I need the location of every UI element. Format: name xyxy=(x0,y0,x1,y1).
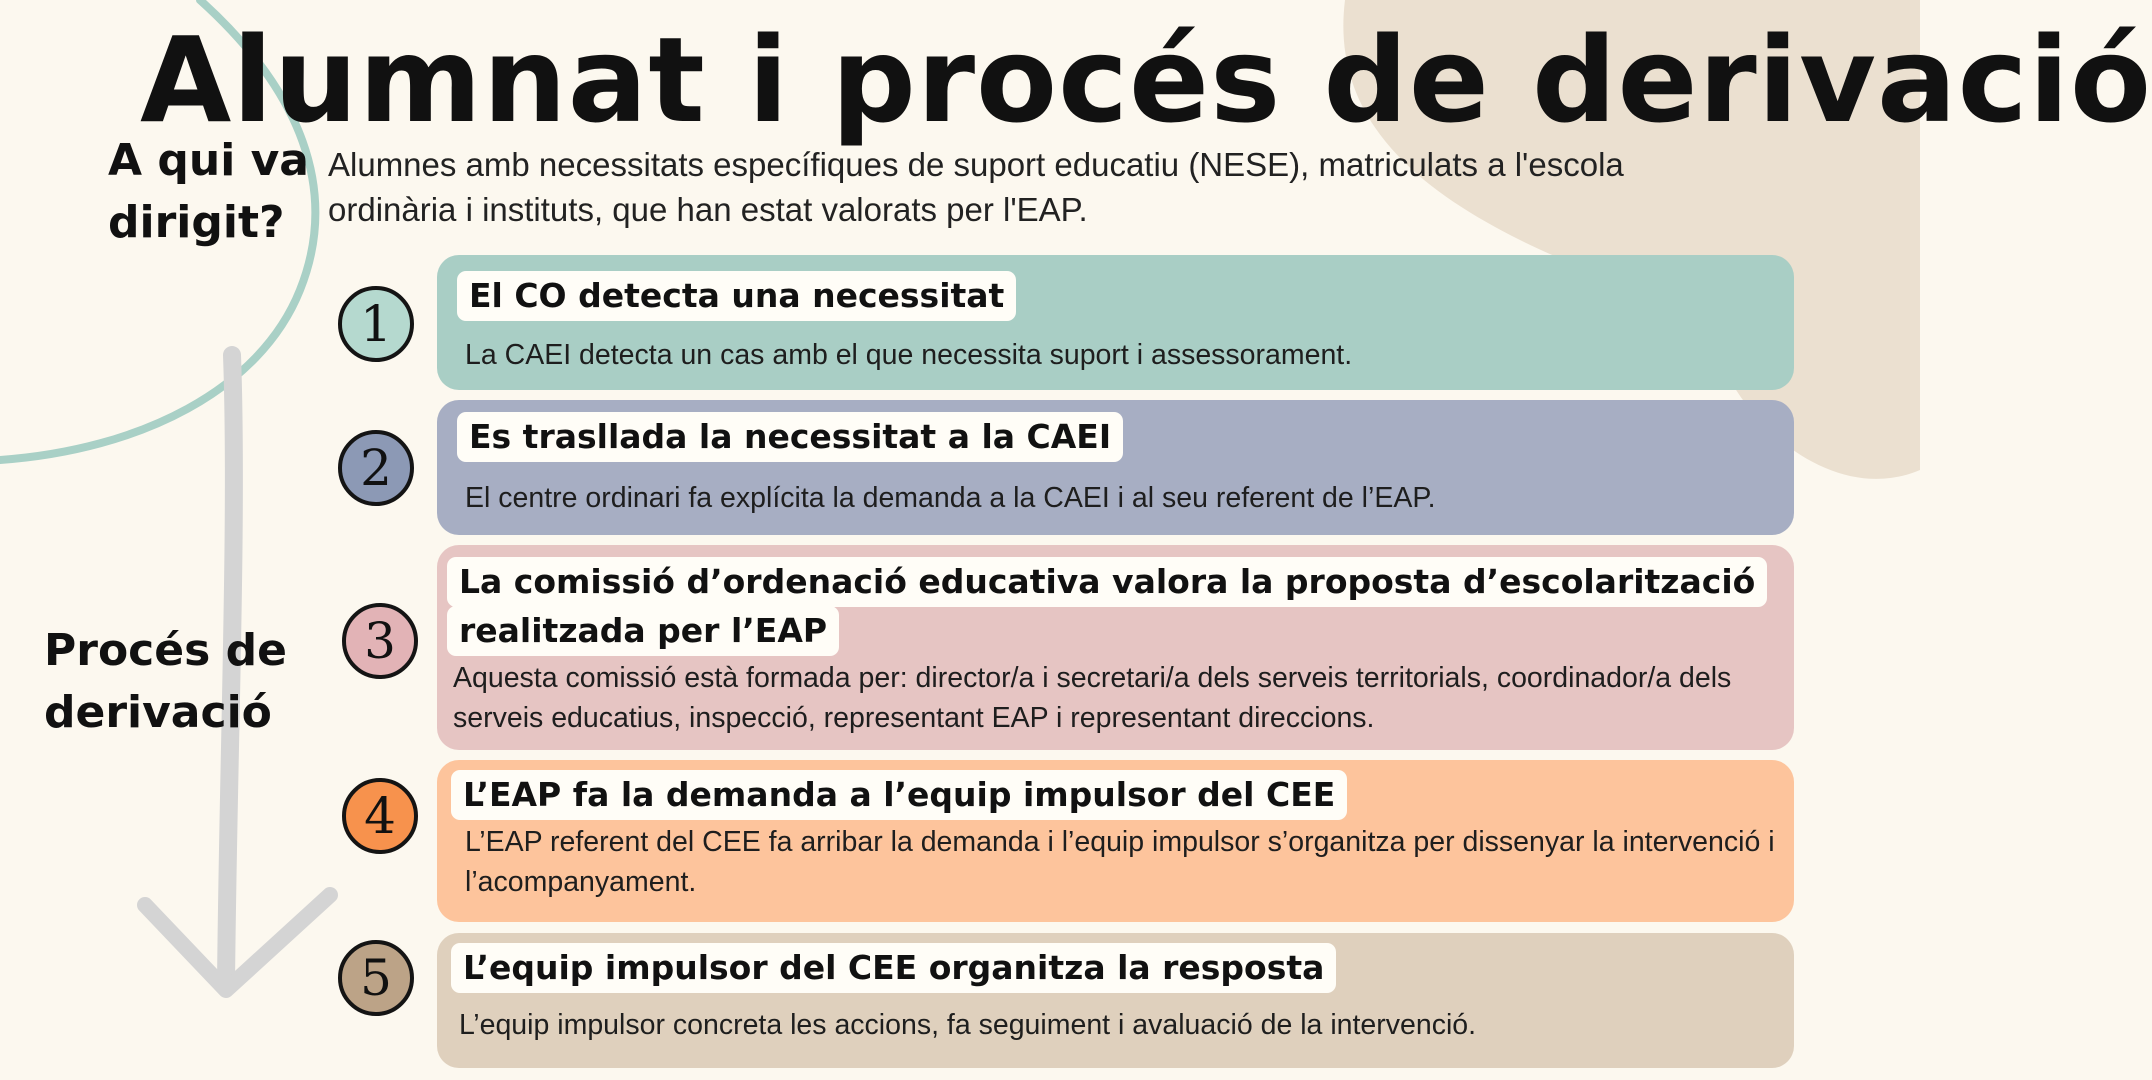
step-card-2 xyxy=(437,400,1794,535)
step-text: L’EAP referent del CEE fa arribar la demanda i l’equip impulsor s’organitza per dissenyar la intervenció i l’acompanyament. xyxy=(465,826,1775,898)
step-card-4 xyxy=(437,760,1794,922)
step-title: Es trasllada la necessitat a la CAEI xyxy=(457,412,1123,462)
step-text: La CAEI detecta un cas amb el que necessita suport i assessorament. xyxy=(465,339,1353,371)
step-number-5: 5 xyxy=(338,940,414,1016)
step-card-3 xyxy=(437,545,1794,750)
step-title: El CO detecta una necessitat xyxy=(457,271,1016,321)
step-text: El centre ordinari fa explícita la demanda a la CAEI i al seu referent de l’EAP. xyxy=(465,482,1436,514)
who-label: A qui va dirigit? xyxy=(108,135,309,248)
step-card-1 xyxy=(437,255,1794,390)
process-label: Procés de derivació xyxy=(44,625,287,738)
step-number-2: 2 xyxy=(338,430,414,506)
step-number-1: 1 xyxy=(338,286,414,362)
who-text: Alumnes amb necessitats específiques de suport educatiu (NESE), matriculats a l'escola ordinària i instituts, que han estat valorats per l'EAP. xyxy=(328,146,1624,228)
arrow-head xyxy=(145,895,330,990)
step-card-5 xyxy=(437,933,1794,1068)
page-title: Alumnat i procés de derivació xyxy=(140,11,2152,149)
step-text: Aquesta comissió està formada per: director/a i secretari/a dels serveis territorials, coordinador/a dels serveis educatius, inspecció, representant EAP i representant direccions. xyxy=(453,662,1732,734)
step-text: L’equip impulsor concreta les accions, fa seguiment i avaluació de la intervenció. xyxy=(459,1009,1477,1041)
step-title: L’equip impulsor del CEE organitza la resposta xyxy=(451,943,1336,993)
step-title: L’EAP fa la demanda a l’equip impulsor del CEE xyxy=(451,770,1347,820)
step-number-3: 3 xyxy=(342,603,418,679)
step-number-4: 4 xyxy=(342,778,418,854)
step-title-line-1: La comissió d’ordenació educativa valora la proposta d’escolarització xyxy=(447,557,1767,607)
step-title-line-2: realitzada per l’EAP xyxy=(447,606,839,656)
